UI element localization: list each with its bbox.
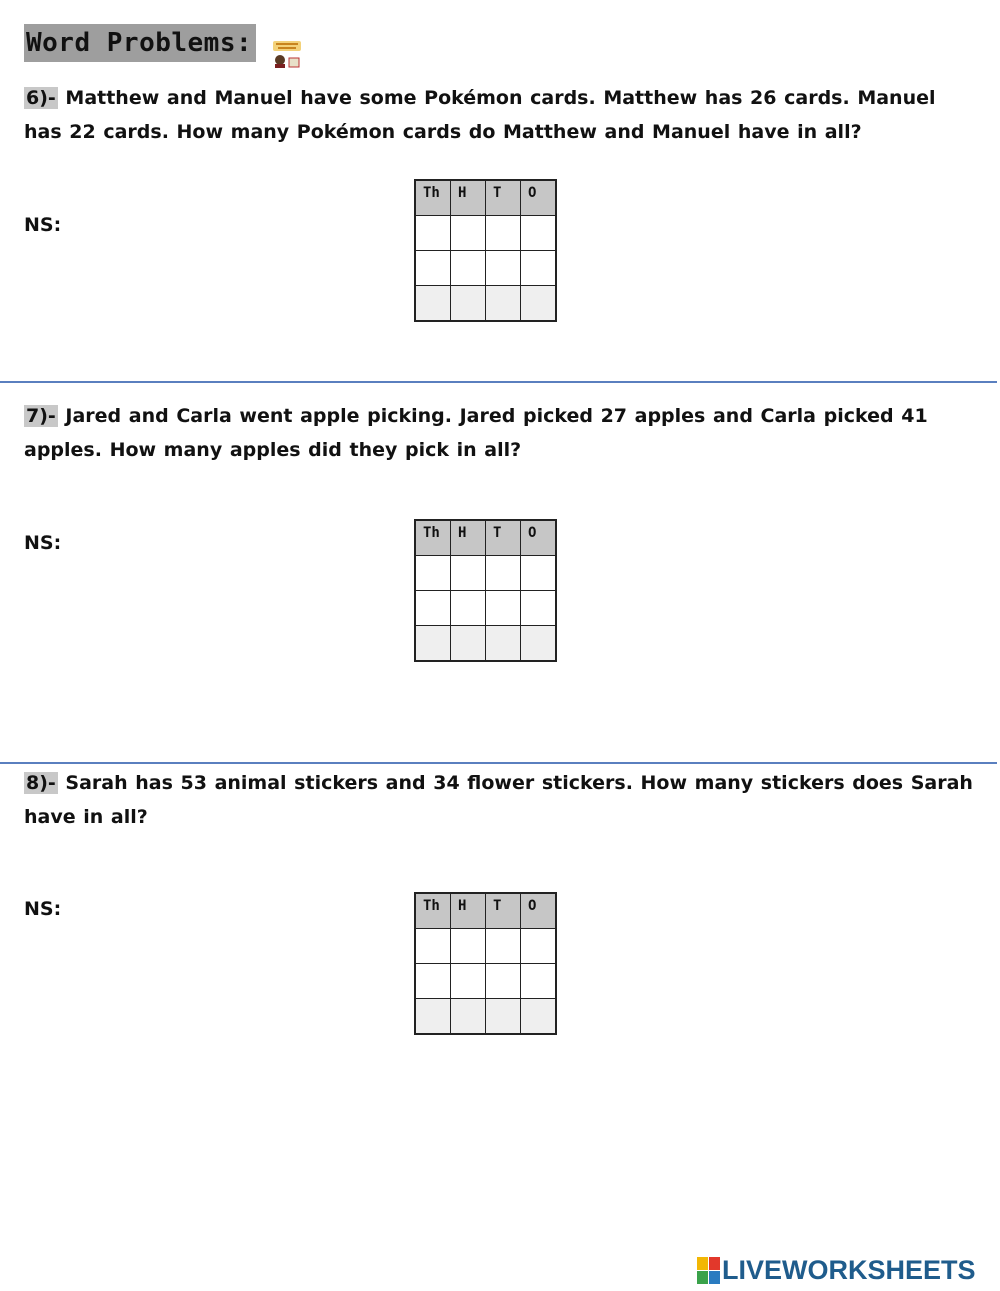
problem-7-number: 7)- xyxy=(26,405,56,427)
answer-cell[interactable] xyxy=(451,556,486,591)
header-tens: T xyxy=(486,520,521,556)
worksheet-title: Word Problems: xyxy=(24,24,256,62)
problem-8-place-value-grid xyxy=(414,892,557,1035)
header-tens: T xyxy=(486,180,521,216)
answer-cell[interactable] xyxy=(451,929,486,964)
answer-cell[interactable] xyxy=(415,626,451,662)
answer-cell[interactable] xyxy=(521,591,557,626)
answer-cell[interactable] xyxy=(451,999,486,1035)
problem-6-ns-label: NS: xyxy=(24,214,62,236)
answer-cell[interactable] xyxy=(486,251,521,286)
problem-8-number: 8)- xyxy=(26,772,56,794)
place-value-header-row xyxy=(415,520,556,556)
problem-7-ns-label: NS: xyxy=(24,532,62,554)
answer-cell[interactable] xyxy=(451,216,486,251)
answer-cell[interactable] xyxy=(451,591,486,626)
liveworksheets-mark-icon xyxy=(697,1257,719,1283)
answer-cell[interactable] xyxy=(486,556,521,591)
answer-cell[interactable] xyxy=(521,216,557,251)
answer-cell[interactable] xyxy=(521,964,557,999)
header-thousands: Th xyxy=(415,180,451,216)
place-value-header-row xyxy=(415,180,556,216)
problem-8-text xyxy=(24,766,974,834)
liveworksheets-logo xyxy=(697,1254,976,1286)
answer-cell[interactable] xyxy=(415,999,451,1035)
answer-cell[interactable] xyxy=(486,929,521,964)
section-divider xyxy=(0,381,997,383)
answer-cell[interactable] xyxy=(521,929,557,964)
header-thousands: Th xyxy=(415,893,451,929)
answer-cell[interactable] xyxy=(415,591,451,626)
header-ones: O xyxy=(521,893,557,929)
problem-7-text xyxy=(24,399,974,467)
answer-cell[interactable] xyxy=(486,286,521,322)
problem-6-body: Matthew and Manuel have some Pokémon cards. Matthew has 26 cards. Manuel has 22 cards. How many Pokémon cards do Matthew and Manuel have in all? xyxy=(24,87,936,143)
problem-7-place-value-grid xyxy=(414,519,557,662)
answer-cell[interactable] xyxy=(521,999,557,1035)
answer-cell[interactable] xyxy=(486,999,521,1035)
answer-cell[interactable] xyxy=(415,556,451,591)
answer-cell[interactable] xyxy=(486,216,521,251)
answer-cell[interactable] xyxy=(451,251,486,286)
answer-cell[interactable] xyxy=(486,626,521,662)
problem-8-ns-label: NS: xyxy=(24,898,62,920)
answer-cell[interactable] xyxy=(486,591,521,626)
answer-cell[interactable] xyxy=(415,251,451,286)
answer-cell[interactable] xyxy=(486,964,521,999)
header-hundreds: H xyxy=(451,893,486,929)
header-ones: O xyxy=(521,520,557,556)
header-ones: O xyxy=(521,180,557,216)
header-hundreds: H xyxy=(451,180,486,216)
answer-cell[interactable] xyxy=(521,556,557,591)
answer-cell[interactable] xyxy=(451,286,486,322)
answer-cell[interactable] xyxy=(521,251,557,286)
answer-cell[interactable] xyxy=(415,216,451,251)
header-tens: T xyxy=(486,893,521,929)
problem-7-body: Jared and Carla went apple picking. Jared picked 27 apples and Carla picked 41 apples. How many apples did they pick in all? xyxy=(24,405,928,461)
section-divider xyxy=(0,762,997,764)
answer-cell[interactable] xyxy=(451,964,486,999)
answer-cell[interactable] xyxy=(415,964,451,999)
answer-cell[interactable] xyxy=(451,626,486,662)
problem-6-place-value-grid xyxy=(414,179,557,322)
place-value-header-row xyxy=(415,893,556,929)
word-problems-clipart-icon xyxy=(270,39,304,69)
answer-cell[interactable] xyxy=(521,286,557,322)
problem-6-text xyxy=(24,81,974,149)
problem-6-number: 6)- xyxy=(26,87,56,109)
answer-cell[interactable] xyxy=(415,286,451,322)
worksheet-title-block xyxy=(24,24,256,62)
answer-cell[interactable] xyxy=(415,929,451,964)
answer-cell[interactable] xyxy=(521,626,557,662)
liveworksheets-wordmark: LIVEWORKSHEETS xyxy=(722,1254,976,1285)
problem-8-body: Sarah has 53 animal stickers and 34 flower stickers. How many stickers does Sarah have in all? xyxy=(24,772,973,828)
header-thousands: Th xyxy=(415,520,451,556)
header-hundreds: H xyxy=(451,520,486,556)
